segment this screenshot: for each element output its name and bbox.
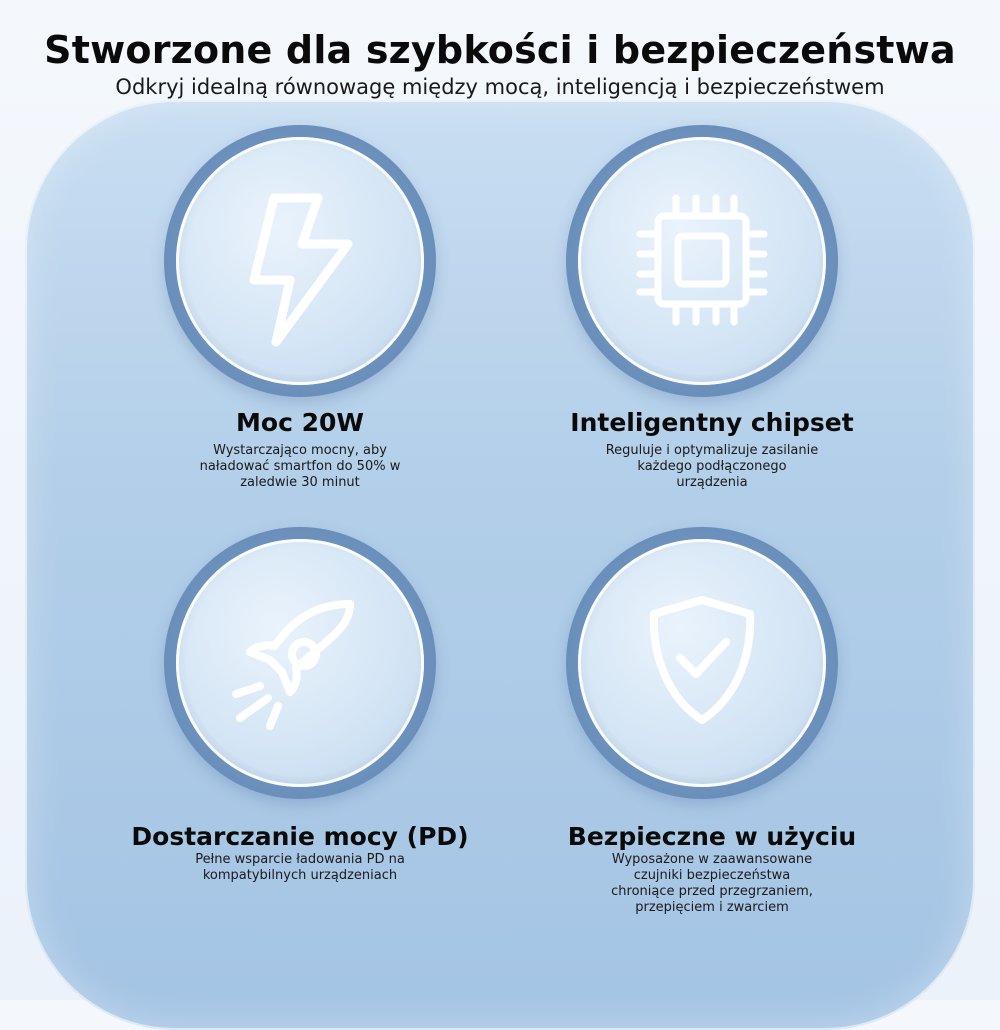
chip-icon	[634, 192, 770, 328]
header	[0, 26, 1000, 100]
feature-title: Bezpieczne w użyciu	[567, 822, 857, 851]
shield-check-icon	[640, 594, 764, 726]
feature-description: Wystarczająco mocny, aby naładować smartfon do 50% w zaledwie 30 minut	[199, 443, 401, 490]
feature-description: Reguluje i optymalizuje zasilanie każdego podłączonego urządzenia	[605, 443, 819, 490]
lightning-bolt-icon	[240, 192, 364, 348]
feature-title: Inteligentny chipset	[570, 408, 854, 437]
rocket-icon	[230, 594, 366, 730]
feature-description: Wyposażone w zaawansowane czujniki bezpieczeństwa chroniące przed przegrzaniem, przepięciem i zwarciem	[611, 852, 813, 915]
feature-description: Pełne wsparcie ładowania PD na kompatybilnych urządzeniach	[195, 852, 405, 883]
feature-title: Moc 20W	[236, 408, 364, 437]
page-title: Stworzone dla szybkości i bezpieczeństwa	[44, 28, 956, 72]
feature-title: Dostarczanie mocy (PD)	[131, 822, 469, 851]
page-subtitle: Odkryj idealną równowagę między mocą, inteligencją i bezpieczeństwem	[115, 75, 885, 99]
